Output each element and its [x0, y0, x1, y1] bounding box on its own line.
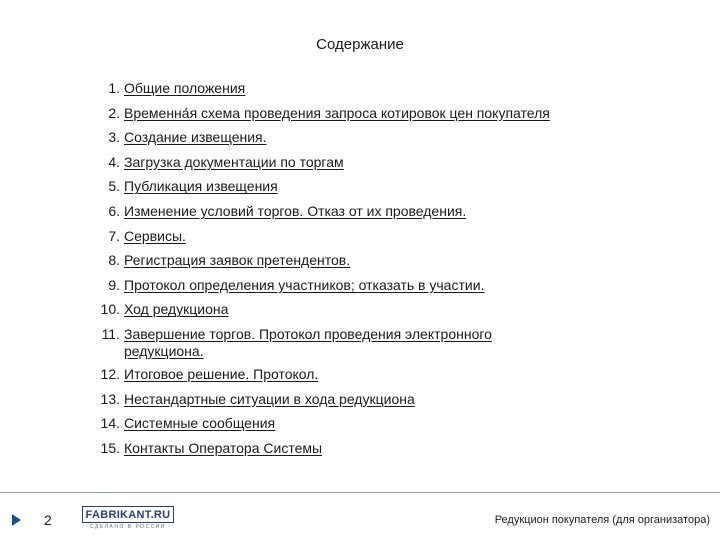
- toc-item-link[interactable]: Системные сообщения: [124, 415, 276, 432]
- toc-item-link[interactable]: Регистрация заявок претендентов.: [124, 252, 351, 269]
- toc-item-link[interactable]: Итоговое решение. Протокол.: [124, 365, 319, 382]
- toc-item-number: 14.: [100, 415, 120, 432]
- toc-item-number: 8.: [108, 252, 120, 269]
- toc-item-number: 15.: [100, 439, 120, 456]
- toc-item-link[interactable]: Ход редукциона: [124, 301, 229, 318]
- play-arrow-icon[interactable]: [12, 514, 21, 526]
- toc-item-number: 12.: [100, 365, 120, 382]
- logo-box: [82, 506, 174, 523]
- footer-divider: [0, 492, 720, 493]
- toc-item-link[interactable]: Контакты Оператора Системы: [124, 439, 323, 456]
- toc-item: [96, 326, 656, 360]
- toc-item-number: 9.: [108, 276, 120, 293]
- toc-item-number: 2.: [108, 104, 120, 121]
- toc-item: [96, 366, 656, 383]
- page-number: 2: [44, 512, 52, 528]
- toc-item-link[interactable]: Сервисы.: [124, 227, 186, 244]
- toc-item: [96, 301, 656, 318]
- toc-item-number: 10.: [100, 301, 120, 318]
- toc-item: [96, 129, 656, 146]
- toc-item: [96, 228, 656, 245]
- toc-item-link[interactable]: Нестандартные ситуации в хода редукциона: [124, 390, 415, 407]
- toc-item: [96, 178, 656, 195]
- toc-item: [96, 252, 656, 269]
- toc-item: [96, 415, 656, 432]
- toc-item-link[interactable]: Публикация извещения: [124, 178, 278, 195]
- table-of-contents: [96, 80, 656, 457]
- page-title: Содержание: [316, 36, 404, 53]
- toc-item-number: 11.: [101, 325, 120, 342]
- toc-item: [96, 80, 656, 97]
- fabrikant-logo: [82, 506, 174, 532]
- toc-item: [96, 154, 656, 171]
- footer-caption: Редукцион покупателя (для организатора): [494, 514, 710, 526]
- toc-item-number: 13.: [100, 390, 120, 407]
- logo-subtext: СДЕЛАНО В РОССИИ: [90, 524, 166, 530]
- toc-item: [96, 391, 656, 408]
- toc-item-link[interactable]: Протокол определения участников; отказать в участии.: [124, 276, 485, 293]
- toc-item-number: 4.: [108, 153, 120, 170]
- toc-item-link[interactable]: Общие положения: [124, 80, 246, 96]
- toc-item-link[interactable]: Изменение условий торгов. Отказ от их проведения.: [124, 202, 467, 219]
- toc-item: [96, 203, 656, 220]
- toc-item-link[interactable]: Завершение торгов. Протокол проведения электронного редукциона.: [124, 325, 492, 359]
- toc-item: [96, 277, 656, 294]
- toc-item-link[interactable]: Временна́я схема проведения запроса котировок цен покупателя: [124, 104, 550, 121]
- toc-item-number: 7.: [108, 227, 120, 244]
- toc-item-number: 1.: [108, 80, 120, 96]
- toc-item-link[interactable]: Загрузка документации по торгам: [124, 153, 344, 170]
- toc-item: [96, 105, 656, 122]
- footer: [0, 492, 720, 540]
- toc-item-number: 3.: [108, 129, 120, 146]
- toc-item: [96, 440, 656, 457]
- toc-item-number: 5.: [108, 178, 120, 195]
- toc-item-link[interactable]: Создание извещения.: [124, 129, 267, 146]
- logo-text: FABRIKANT.RU: [85, 508, 171, 521]
- toc-item-number: 6.: [108, 202, 120, 219]
